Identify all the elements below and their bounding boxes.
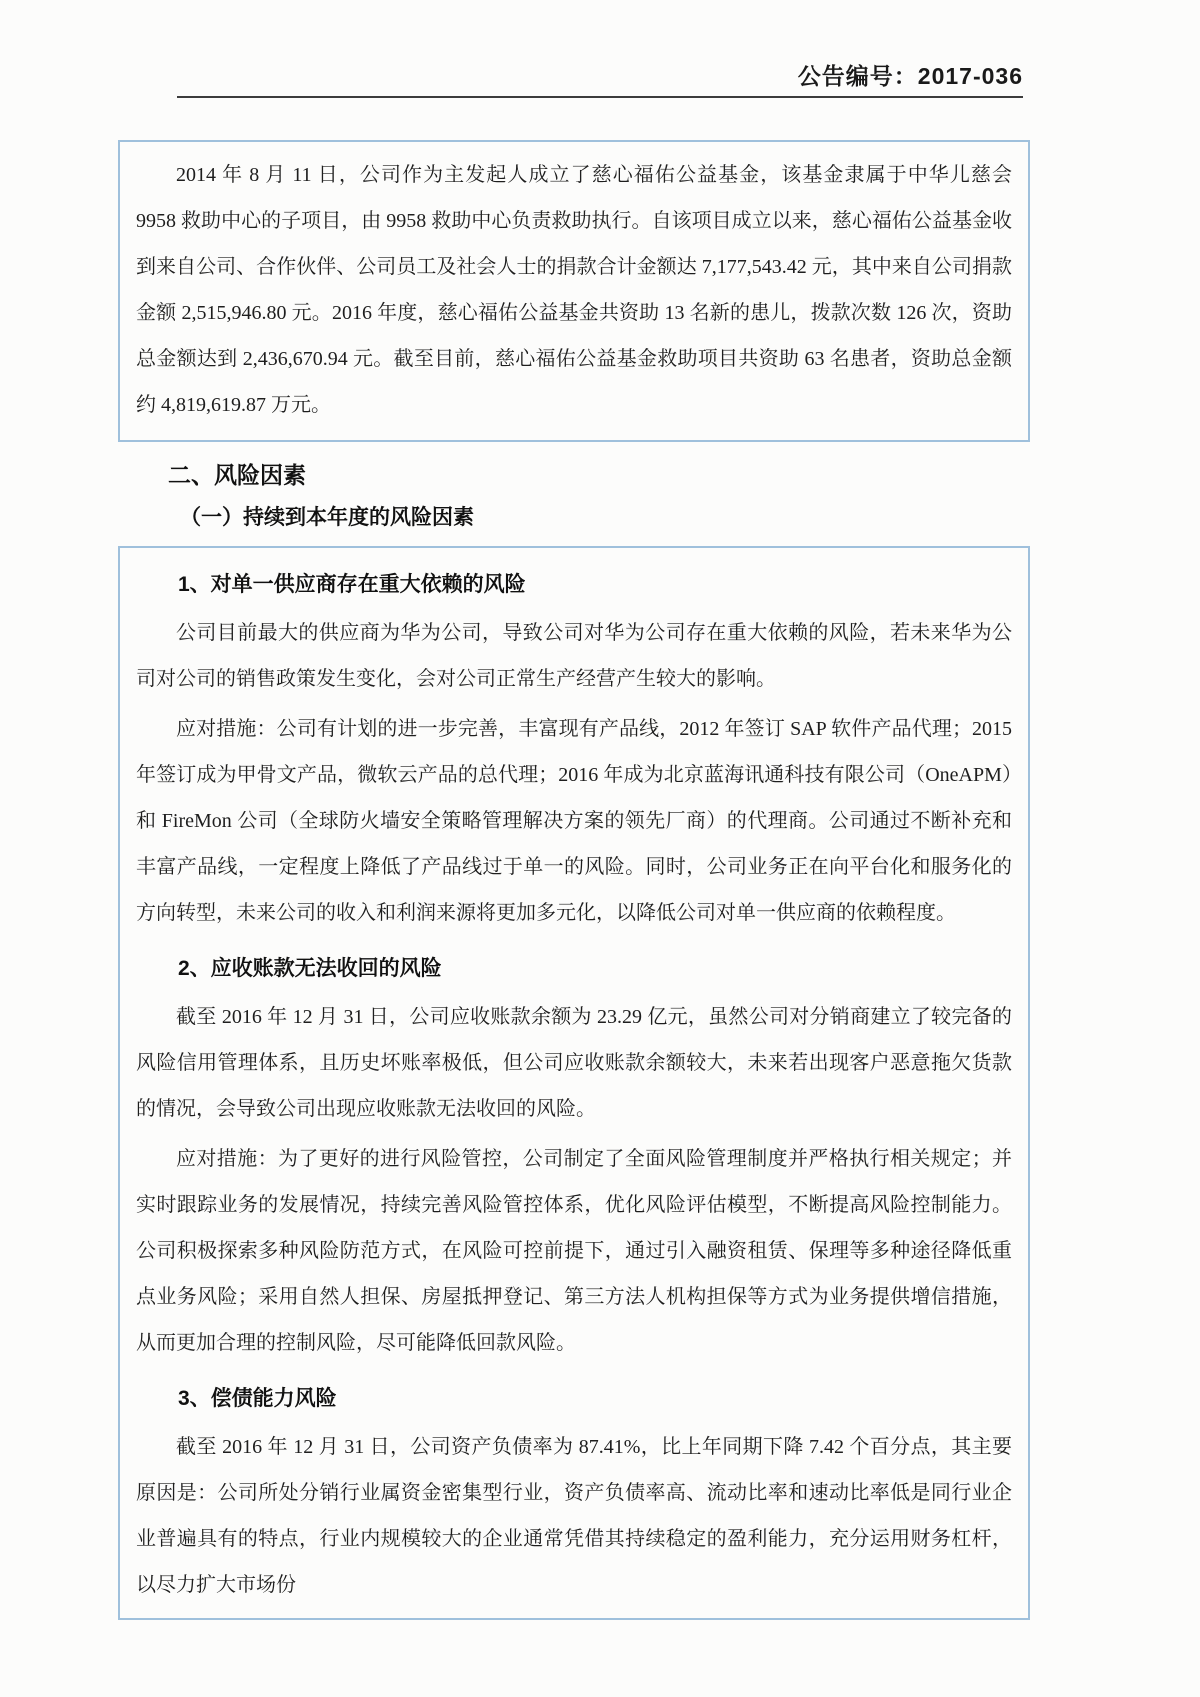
risk-paragraph: 公司目前最大的供应商为华为公司，导致公司对华为公司存在重大依赖的风险，若未来华为公司对公司的销售政策发生变化，会对公司正常生产经营产生较大的影响。 xyxy=(136,622,1012,690)
header-divider xyxy=(177,96,1023,98)
announcement-number: 公告编号：2017-036 xyxy=(797,63,1023,89)
charity-fund-box xyxy=(118,140,1030,442)
risk-paragraph: 截至 2016 年 12 月 31 日，公司资产负债率为 87.41%，比上年同期下降 7.42 个百分点，其主要原因是：公司所处分销行业属资金密集型行业，资产负债率高、流动比率和速动比率低是同行业企业普遍具有的特点，行业内规模较大的企业通常凭借其持续稳定的盈利能力，充分运用财务杠杆，以尽力扩大市场份 xyxy=(136,1436,1012,1596)
section-subheading-ongoing-risks: （一）持续到本年度的风险因素 xyxy=(180,506,474,529)
risk-paragraph: 应对措施：公司有计划的进一步完善，丰富现有产品线，2012 年签订 SAP 软件产品代理；2015 年签订成为甲骨文产品，微软云产品的总代理；2016 年成为北京蓝海讯通科技有限公司（OneAPM）和 FireMon 公司（全球防火墙安全策略管理解决方案的领先厂商）的代理商。公司通过不断补充和丰富产品线，一定程度上降低了产品线过于单一的风险。同时，公司业务正在向平台化和服务化的方向转型，未来公司的收入和利润来源将更加多元化，以降低公司对单一供应商的依赖程度。 xyxy=(136,718,1012,924)
announcement-header xyxy=(177,58,1023,91)
risk-factors-box xyxy=(118,546,1030,1620)
section-heading-risk-factors: 二、风险因素 xyxy=(168,462,306,488)
charity-fund-paragraph: 2014 年 8 月 11 日，公司作为主发起人成立了慈心福佑公益基金，该基金隶属于中华儿慈会 9958 救助中心的子项目，由 9958 救助中心负责救助执行。自该项目成立以来，慈心福佑公益基金收到来自公司、合作伙伴、公司员工及社会人士的捐款合计金额达 7,177,543.42 元，其中来自公司捐款金额 2,515,946.80 元。2016 年度，慈心福佑公益基金共资助 13 名新的患儿，拨款次数 126 次，资助总金额达到 2,436,670.94 元。截至目前，慈心福佑公益基金救助项目共资助 63 名患者，资助总金额约 4,819,619.87 万元。 xyxy=(136,164,1012,416)
risk-paragraph: 截至 2016 年 12 月 31 日，公司应收账款余额为 23.29 亿元，虽然公司对分销商建立了较完备的风险信用管理体系，且历史坏账率极低，但公司应收账款余额较大，未来若出现客户恶意拖欠货款的情况，会导致公司出现应收账款无法收回的风险。 xyxy=(136,1006,1012,1120)
risk-paragraph: 应对措施：为了更好的进行风险管控，公司制定了全面风险管理制度并严格执行相关规定；并实时跟踪业务的发展情况，持续完善风险管控体系，优化风险评估模型，不断提高风险控制能力。公司积极探索多种风险防范方式，在风险可控前提下，通过引入融资租赁、保理等多种途径降低重点业务风险；采用自然人担保、房屋抵押登记、第三方法人机构担保等方式为业务提供增信措施，从而更加合理的控制风险，尽可能降低回款风险。 xyxy=(136,1148,1012,1354)
risk-item-title-receivables: 2、应收账款无法收回的风险 xyxy=(178,957,442,980)
risk-item-title-solvency: 3、偿债能力风险 xyxy=(178,1387,337,1410)
risk-item-title-supplier-dependence: 1、对单一供应商存在重大依赖的风险 xyxy=(178,573,526,596)
document-content xyxy=(118,140,1030,1620)
